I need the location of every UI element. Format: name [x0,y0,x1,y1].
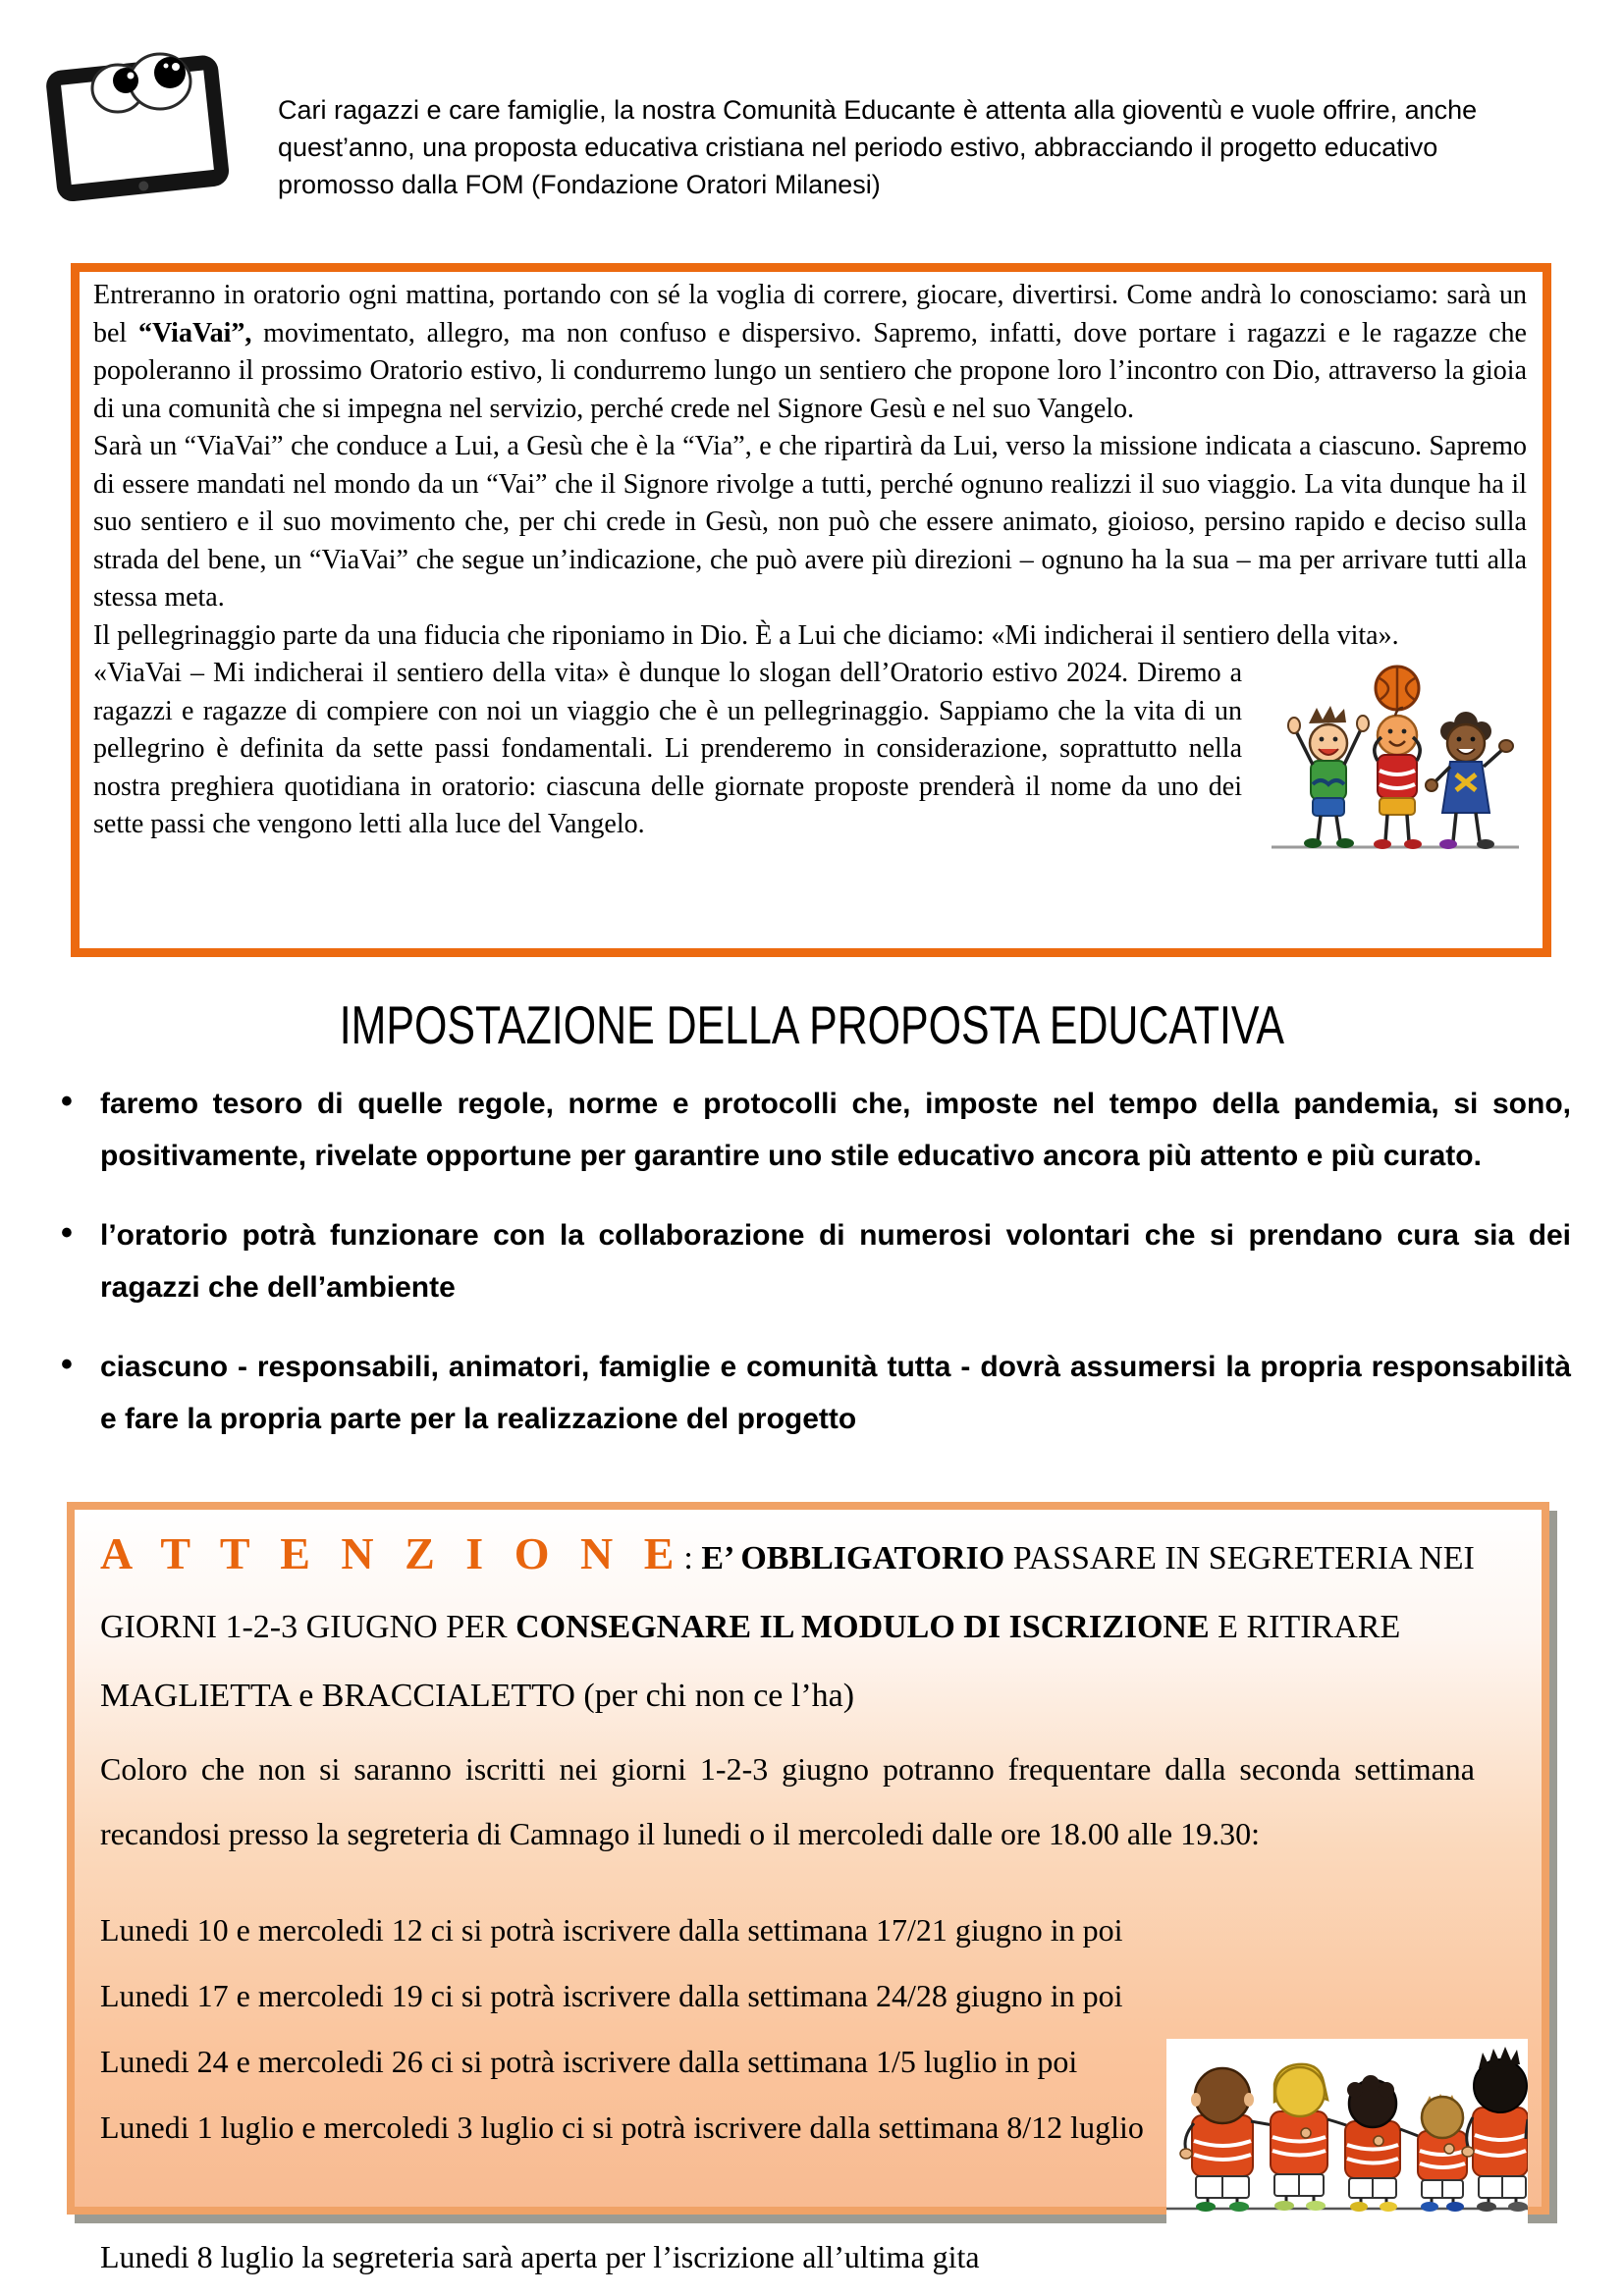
proposal-description-box [71,263,1551,957]
schedule-line-3: Lunedi 24 e mercoledi 26 ci si potrà iscrivere dalla settimana 1/5 luglio in poi [100,2044,1078,2079]
attention-paragraph: Coloro che non si saranno iscritti nei giorni 1-2-3 giugno potranno frequentare dalla seconda settimana recandosi presso la segreteria di Camnago il lunedi o il mercoledi dalle ore 18.00 alle 19.30: [100,1751,1475,1851]
attention-box [67,1502,1549,2274]
schedule-line-4: Lunedi 1 luglio e mercoledi 3 luglio ci si potrà iscrivere dalla settimana 8/12 luglio [100,2109,1144,2145]
bullet-item-1: • faremo tesoro di quelle regole, norme e protocolli che, imposte nel tempo della pandemia, si sono, positivamente, rivelate opportune per garantire uno stile educativo ancora più attento e più curato. [59,1078,1571,1182]
children-playing-illustration [1264,659,1527,855]
bullet-item-3: • ciascuno - responsabili, animatori, famiglie e comunità tutta - dovrà assumersi la propria responsabilità e fare la propria parte per la realizzazione del progetto [59,1341,1571,1445]
tablet-googly-eyes-icon [35,37,236,202]
bullet-item-2: • l’oratorio potrà funzionare con la collaborazione di numerosi volontari che si prendano cura sia dei ragazzi che dell’ambiente [59,1209,1571,1313]
box-paragraph-2: Sarà un “ViaVai” che conduce a Lui, a Gesù che è la “Via”, e che ripartirà da Lui, verso la missione indicata a ciascuno. Sapremo di essere mandati nel mondo da un “Vai” che il Signore rivolge a tutti, perché ognuno realizzi il suo viaggio. La vita dunque ha il suo sentiero e il suo movimento che, per chi crede in Gesù, non può che essere animato, gioioso, persino rapido e deciso sulla strada del bene, un “ViaVai” che segue un’indicazione, che può avere più direzioni – ognuno ha la sua – ma per arrivare tutti alla stessa meta. [93,431,1527,613]
section-title: IMPOSTAZIONE DELLA PROPOSTA EDUCATIVA [339,994,1285,1055]
schedule-line-2: Lunedi 17 e mercoledi 19 ci si potrà iscrivere dalla settimana 24/28 giugno in poi [100,1978,1123,2013]
attention-title: A T T E N Z I O N E [100,1528,684,1578]
bullet-list [59,1078,1571,1472]
box-paragraph-1: Entreranno in oratorio ogni mattina, portando con sé la voglia di correre, giocare, divertirsi. Come andrà lo conosciamo: sarà un bel “ViaVai”, movimentato, allegro, ma non confuso e dispersivo. Sapremo, infatti, dove portare i ragazzi e le ragazze che popoleranno il prossimo Oratorio estivo, li condurremo lungo un sentiero che propone loro l’incontro con Dio, attraverso la gioia di una comunità che si impegna nel servizio, perché crede nel Signore Gesù e nel suo Vangelo. [93,280,1527,424]
schedule-line-1: Lunedi 10 e mercoledi 12 ci si potrà iscrivere dalla settimana 17/21 giugno in poi [100,1912,1123,1948]
box-paragraph-3: Il pellegrinaggio parte da una fiducia che riponiamo in Dio. È a Lui che diciamo: «Mi indicherai il sentiero della vita». [93,619,1399,651]
children-arm-in-arm-illustration [1166,2039,1528,2223]
attention-final-line: Lunedi 8 luglio la segreteria sarà aperta per l’iscrizione all’ultima gita [100,2239,980,2274]
attention-headline: A T T E N Z I O N E: E’ OBBLIGATORIO PASSARE IN SEGRETERIA NEI GIORNI 1-2-3 GIUGNO PER CONSEGNARE IL MODULO DI ISCRIZIONE E RITIRARE MAGLIETTA e BRACCIALETTO (per chi non ce l’ha) [100,1528,1475,1714]
box-paragraph-4: «ViaVai – Mi indicherai il sentiero della vita» è dunque lo slogan dell’Oratorio estivo 2024. Diremo a ragazzi e ragazze di compiere con noi un viaggio che è un pellegrinaggio. Sappiamo che la vita di un pellegrino è definita da sette passi fondamentali. Li prenderemo in considerazione, soprattutto nella nostra preghiera quotidiana in oratorio: ciascuna delle giornate proposte prenderà il nome da uno dei sette passi che vengono letti alla luce del Vangelo. [93,655,1527,844]
intro-paragraph: Cari ragazzi e care famiglie, la nostra Comunità Educante è attenta alla gioventù e vuole offrire, anche quest’anno, una proposta educativa cristiana nel periodo estivo, abbracciando il progetto educativo promosso dalla FOM (Fondazione Oratori Milanesi) [278,95,1478,199]
